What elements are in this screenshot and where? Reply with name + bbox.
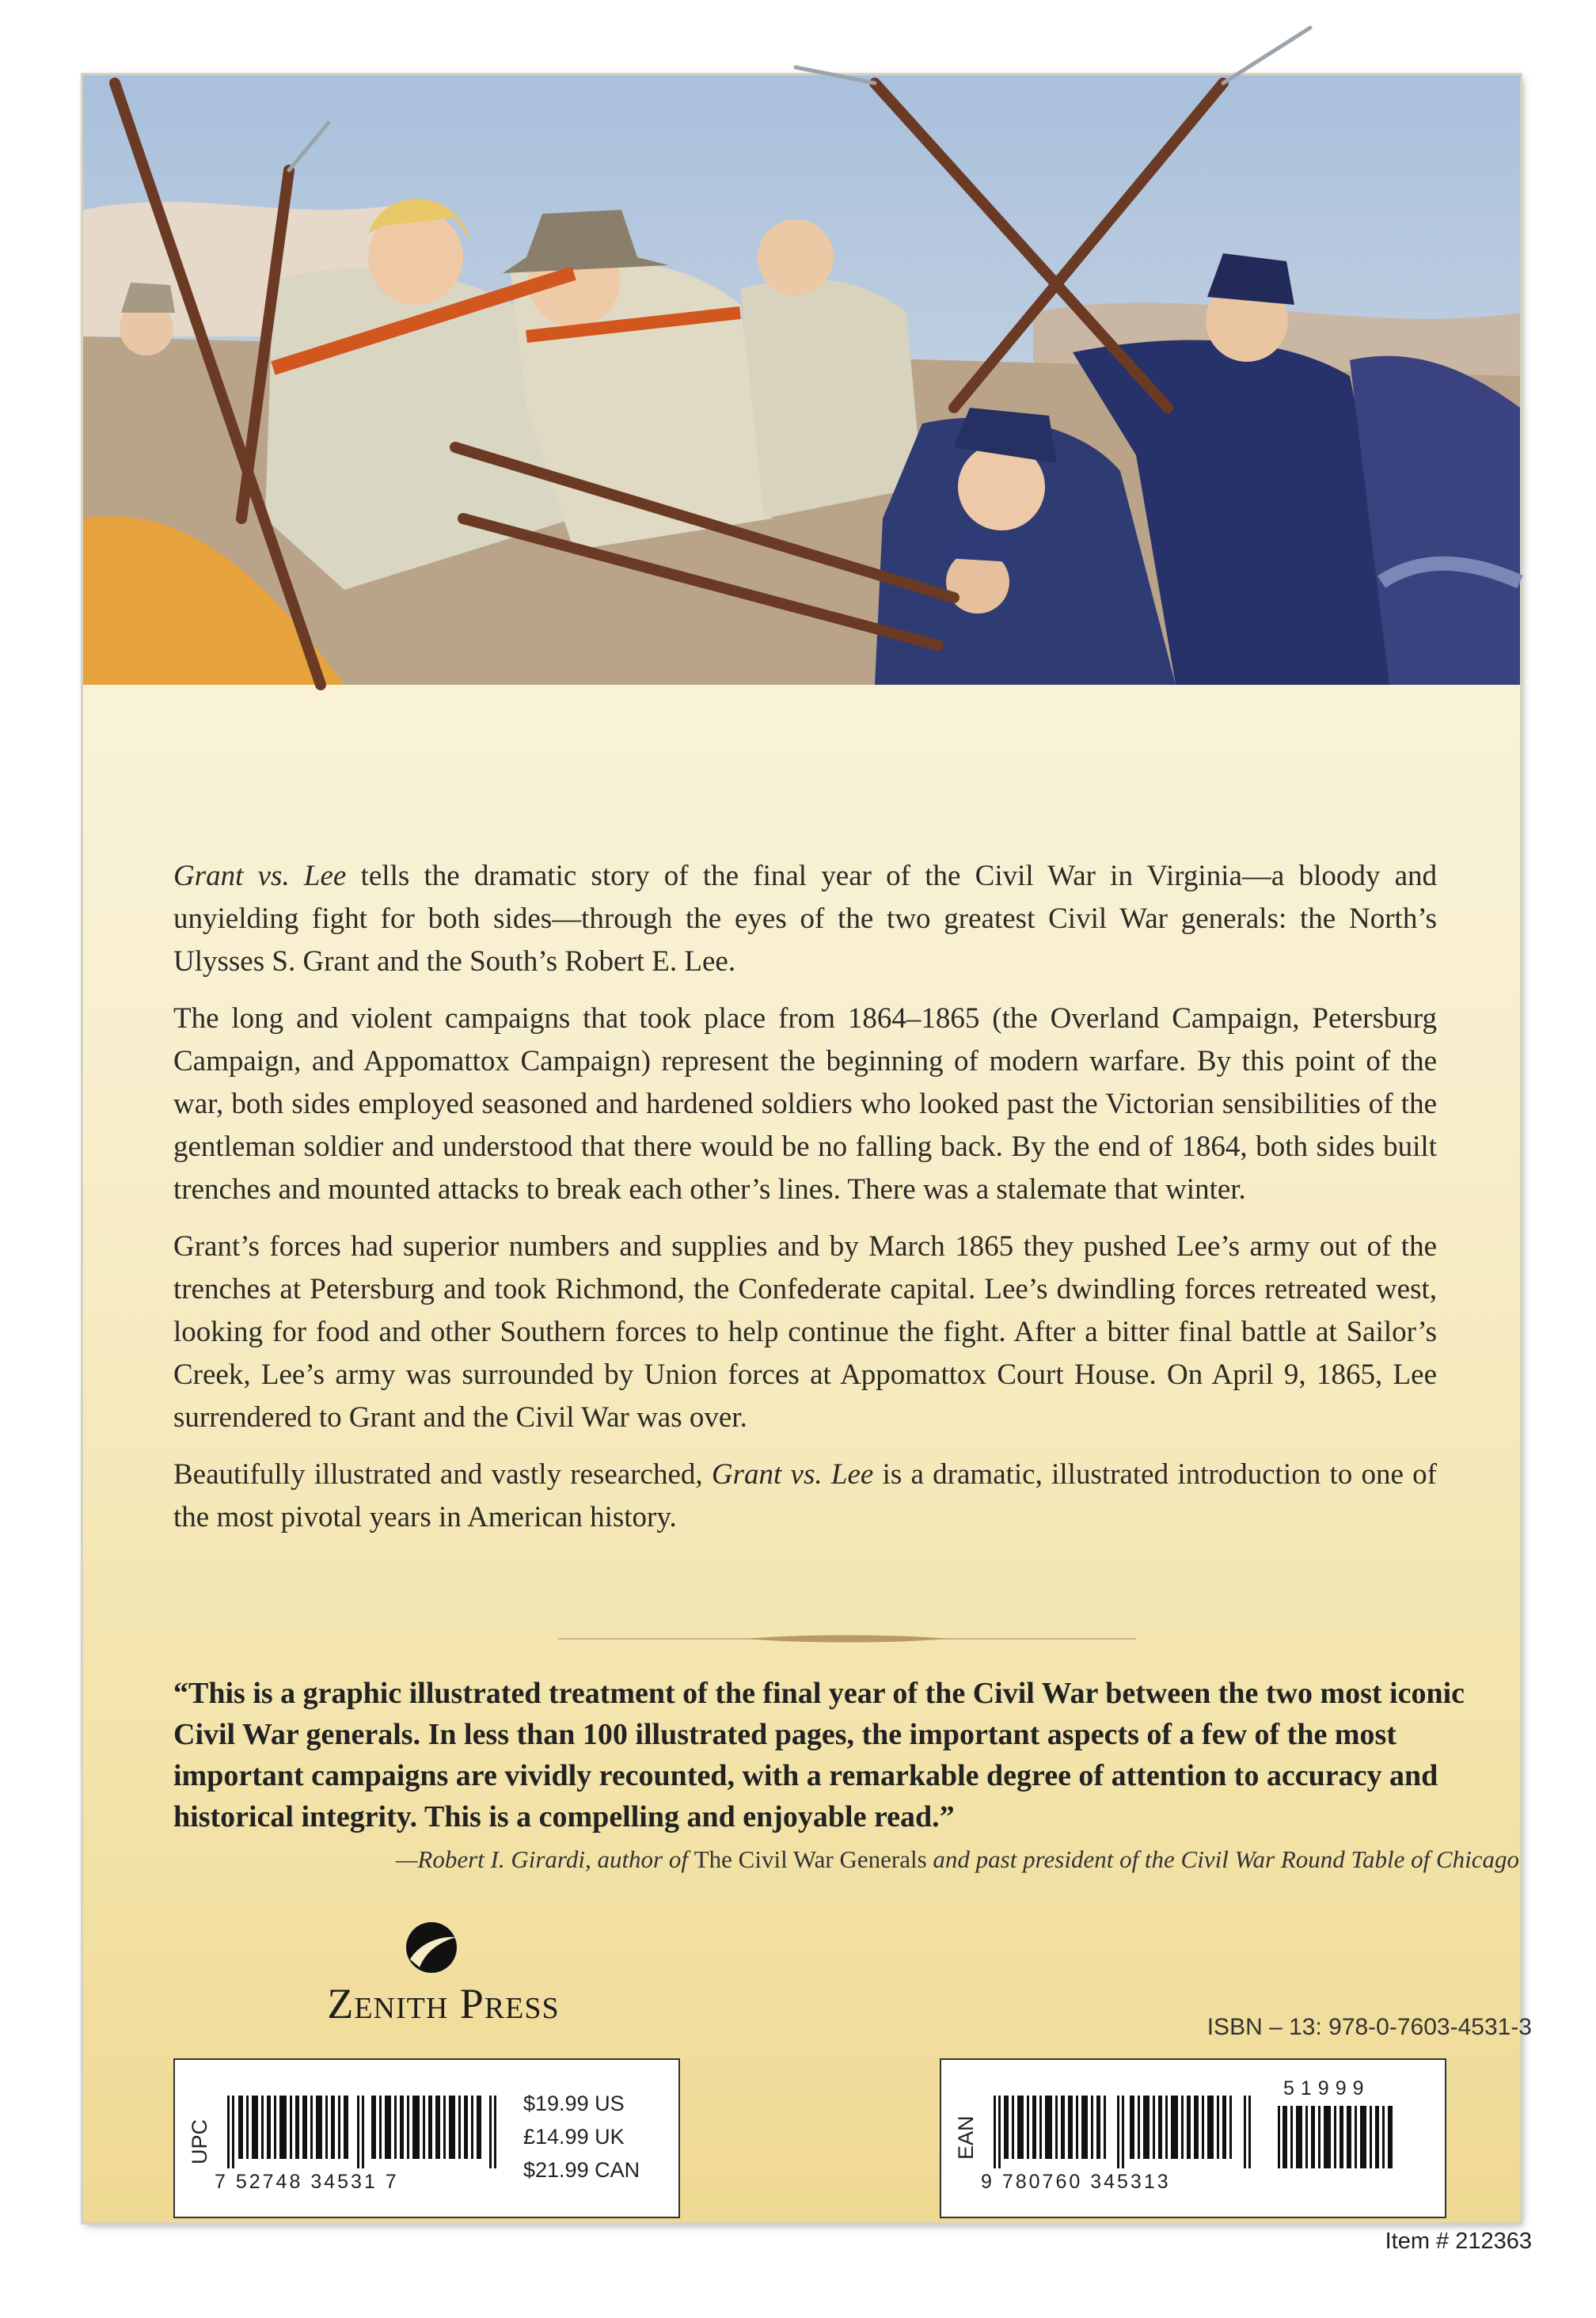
- upc-barcode: [227, 2096, 496, 2168]
- book-title-italic: Grant vs. Lee: [711, 1458, 874, 1491]
- ean-barcode-box: [940, 2058, 1446, 2218]
- upc-label: UPC: [188, 2118, 211, 2164]
- book-back-cover: [83, 75, 1532, 2254]
- blurb-paragraph-4: [173, 1454, 1437, 1539]
- ean-addon-digits: 51999: [1283, 2077, 1370, 2100]
- price-us: $19.99 US: [523, 2092, 625, 2115]
- ornamental-divider: [558, 1633, 1136, 1644]
- ean-label: EAN: [954, 2115, 978, 2160]
- ean-digits: 9 780760 345313: [981, 2171, 1171, 2193]
- attribution-author: —Robert I. Girardi, author of: [395, 1845, 694, 1873]
- description-text: [173, 855, 1437, 1553]
- blurb-paragraph-1: [173, 855, 1437, 983]
- endorsement-quote: “This is a graphic illustrated treatment of the final year of the Civil War between the two most iconic Civil War generals. In less than 100 illustrated pages, the important aspects of a few of the most important campaigns are vividly recounted, with a remarkable degree of attention to accuracy and historical integrity. This is a compelling and enjoyable read.”: [173, 1677, 1465, 1834]
- blurb-paragraph-3: Grant’s forces had superior numbers and supplies and by March 1865 they pushed Lee’s army out of the trenches at Petersburg and took Richmond, the Confederate capital. Lee’s dwindling forces retreated west, looking for food and other Southern forces to help continue the fight. After a bitter final battle at Sailor’s Creek, Lee’s army was surrounded by Union forces at Appomattox Court House. On April 9, 1865, Lee surrendered to Grant and the Civil War was over.: [173, 1230, 1437, 1434]
- battle-illustration: [83, 75, 1520, 685]
- isbn-text: ISBN – 13: 978-0-7603-4531-3: [1206, 2014, 1532, 2040]
- blurb-paragraph-2: The long and violent campaigns that took place from 1864–1865 (the Overland Campaign, Petersburg Campaign, and Appomattox Campaign) represent the beginning of modern warfare. By this point of the war, both sides employed seasoned and hardened soldiers who looked past the Victorian sensibilities of the gentleman soldier and understood that there would be no falling back. By the end of 1864, both sides built trenches and mounted attacks to break each other’s lines. There was a stalemate that winter.: [173, 1002, 1437, 1206]
- publisher-name: Zenith Press: [327, 1980, 560, 2027]
- upc-barcode-box: [173, 2058, 680, 2218]
- quote-attribution: [173, 1845, 1519, 1874]
- ean-barcode: [994, 2096, 1251, 2168]
- price-list: [523, 2087, 640, 2187]
- zenith-press-logo-icon: [404, 1920, 459, 1975]
- blurb-paragraph-4-end: is a dramatic, illustrated introduction to one of the most pivotal years in American history.: [173, 1458, 1437, 1533]
- attribution-role: and past president of the Civil War Round Table of Chicago: [926, 1845, 1519, 1873]
- attribution-book-title: The Civil War Generals: [694, 1845, 927, 1873]
- item-number: Item # 212363: [1385, 2229, 1532, 2254]
- ean-addon-barcode: [1278, 2106, 1396, 2168]
- blurb-paragraph-1-text: tells the dramatic story of the final year of the Civil War in Virginia—a bloody and unyielding fight for both sides—through the eyes of the two greatest Civil War generals: the North’s Ulysses S. Grant and the South’s Robert E. Lee.: [173, 860, 1437, 978]
- price-uk: £14.99 UK: [523, 2125, 625, 2149]
- upc-digits: 7 52748 34531 7: [215, 2171, 399, 2193]
- book-title-italic: Grant vs. Lee: [173, 860, 347, 892]
- price-can: $21.99 CAN: [523, 2158, 640, 2182]
- blurb-paragraph-4-start: Beautifully illustrated and vastly researched,: [173, 1458, 712, 1491]
